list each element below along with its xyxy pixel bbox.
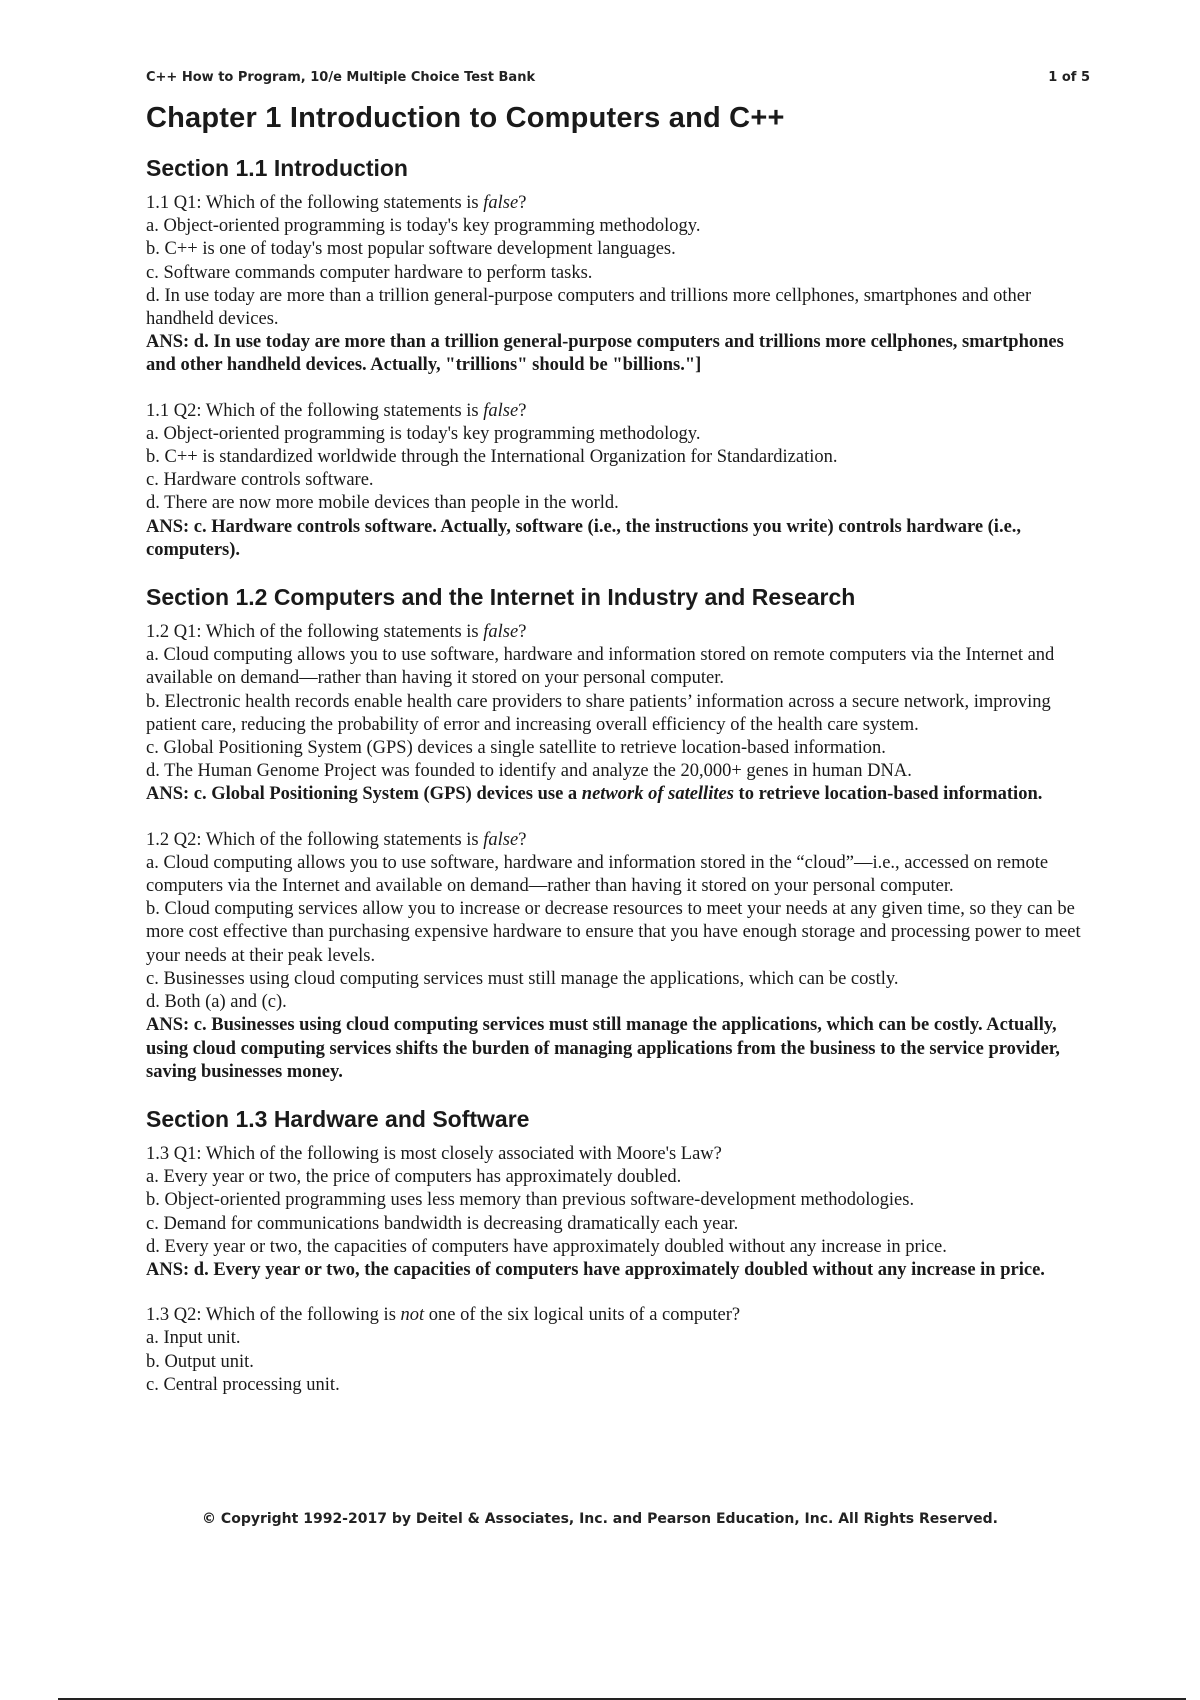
question-text: ? xyxy=(518,400,527,421)
answer-text: ANS: d. In use today are more than a trillion general-purpose computers and trillions more cellphones, smartphones and other handheld devices. Actually, "trillions" should be "billions."] xyxy=(146,332,1064,376)
question-block xyxy=(146,621,1090,807)
header-page-number: 1 of 5 xyxy=(1048,70,1090,85)
answer-option: a. Object-oriented programming is today's key programming methodology. xyxy=(146,216,701,237)
answer-option: a. Every year or two, the price of computers has approximately doubled. xyxy=(146,1167,682,1188)
question-stem xyxy=(146,1143,1090,1166)
answer-option: d. Every year or two, the capacities of computers have approximately doubled without any increase in price. xyxy=(146,1236,947,1257)
question-block xyxy=(146,829,1090,1084)
answer-option: c. Demand for communications bandwidth is decreasing dramatically each year. xyxy=(146,1213,739,1234)
answer-option: b. Object-oriented programming uses less memory than previous software-development methodologies. xyxy=(146,1190,915,1211)
question-stem xyxy=(146,829,1090,852)
header-book-title: C++ How to Program, 10/e Multiple Choice Test Bank xyxy=(146,70,536,85)
sections-container xyxy=(146,155,1090,1397)
answer-key xyxy=(146,1014,1090,1084)
section xyxy=(146,1106,1090,1397)
question-block xyxy=(146,192,1090,378)
answer-option: b. Output unit. xyxy=(146,1351,254,1372)
answer-option: b. C++ is standardized worldwide through the International Organization for Standardization. xyxy=(146,447,838,468)
answer-text: ANS: c. Global Positioning System (GPS) devices use a xyxy=(146,784,582,805)
question-text: one of the six logical units of a computer? xyxy=(424,1305,741,1326)
question-text: 1.1 Q2: Which of the following statements is xyxy=(146,400,484,421)
answer-key xyxy=(146,1259,1090,1282)
section xyxy=(146,584,1090,1084)
chapter-title: Chapter 1 Introduction to Computers and C++ xyxy=(146,102,785,134)
answer-option: b. C++ is one of today's most popular software development languages. xyxy=(146,239,676,260)
answer-option: c. Software commands computer hardware to perform tasks. xyxy=(146,262,593,283)
answer-key xyxy=(146,331,1090,377)
answer-option: c. Global Positioning System (GPS) devices a single satellite to retrieve location-based information. xyxy=(146,738,886,759)
answer-option: b. Electronic health records enable health care providers to share patients’ information across a secure network, improving patient care, reducing the probability of error and increasing overall efficiency of the health care system. xyxy=(146,691,1051,735)
question-text: ? xyxy=(518,193,527,213)
question-text: ? xyxy=(518,829,527,850)
answer-option: b. Cloud computing services allow you to increase or decrease resources to meet your needs at any given time, so they can be more cost effective than purchasing expensive hardware to ensure that you have enough storage and processing power to meet your needs at their peak levels. xyxy=(146,899,1081,966)
running-header xyxy=(146,70,1090,92)
question-stem xyxy=(146,621,1090,644)
question-text: 1.3 Q2: Which of the following is xyxy=(146,1305,401,1326)
question-emphasis: false xyxy=(483,829,519,850)
copyright-footer: © Copyright 1992-2017 by Deitel & Associates, Inc. and Pearson Education, Inc. All Rights Reserved. xyxy=(202,1511,998,1527)
question-block xyxy=(146,1304,1090,1397)
question-text: 1.1 Q1: Which of the following statements is xyxy=(146,193,484,213)
answer-option: c. Central processing unit. xyxy=(146,1374,340,1395)
answer-option: d. In use today are more than a trillion general-purpose computers and trillions more cellphones, smartphones and other handheld devices. xyxy=(146,285,1032,330)
section-title: Section 1.3 Hardware and Software xyxy=(146,1105,530,1132)
answer-option: d. The Human Genome Project was founded to identify and analyze the 20,000+ genes in human DNA. xyxy=(146,761,912,782)
question-stem xyxy=(146,400,1090,423)
answer-text: ANS: d. Every year or two, the capacities of computers have approximately doubled without any increase in price. xyxy=(146,1259,1045,1280)
question-text: 1.3 Q1: Which of the following is most closely associated with Moore's Law? xyxy=(146,1143,722,1164)
answer-option: c. Businesses using cloud computing services must still manage the applications, which can be costly. xyxy=(146,968,899,989)
section-title: Section 1.2 Computers and the Internet in Industry and Research xyxy=(146,584,856,611)
answer-option: a. Cloud computing allows you to use software, hardware and information stored on remote computers via the Internet and available on demand—rather than having it stored on your personal computer. xyxy=(146,645,1055,689)
answer-key xyxy=(146,516,1090,562)
answer-option: a. Object-oriented programming is today's key programming methodology. xyxy=(146,423,701,444)
question-stem xyxy=(146,192,1090,215)
question-emphasis: not xyxy=(400,1305,425,1326)
question-text: 1.2 Q2: Which of the following statements is xyxy=(146,829,484,850)
answer-option: d. Both (a) and (c). xyxy=(146,992,287,1013)
answer-text: to retrieve location-based information. xyxy=(733,784,1043,805)
section-title: Section 1.1 Introduction xyxy=(146,155,408,181)
document-page xyxy=(146,70,1090,1419)
question-stem xyxy=(146,1304,1090,1327)
answer-option: a. Cloud computing allows you to use software, hardware and information stored in the “cloud”—i.e., accessed on remote computers via the Internet and available on demand—rather than having it stored on your personal computer. xyxy=(146,852,1049,897)
question-text: 1.2 Q1: Which of the following statements is xyxy=(146,622,484,643)
answer-option: d. There are now more mobile devices than people in the world. xyxy=(146,493,619,514)
question-emphasis: false xyxy=(483,193,519,213)
question-block xyxy=(146,400,1090,562)
answer-option: a. Input unit. xyxy=(146,1328,241,1349)
question-emphasis: false xyxy=(483,622,519,643)
answer-option: c. Hardware controls software. xyxy=(146,470,374,491)
answer-emphasis: network of satellites xyxy=(581,784,734,805)
answer-text: ANS: c. Hardware controls software. Actually, software (i.e., the instructions you write) controls hardware (i.e., computers). xyxy=(146,516,1022,560)
question-emphasis: false xyxy=(483,400,519,421)
answer-key xyxy=(146,783,1090,806)
question-block xyxy=(146,1143,1090,1282)
question-text: ? xyxy=(518,622,527,643)
section xyxy=(146,155,1090,562)
answer-text: ANS: c. Businesses using cloud computing services must still manage the applications, which can be costly. Actually, using cloud computing services shifts the burden of managing applications from the business to the service provider, saving businesses money. xyxy=(146,1015,1060,1082)
